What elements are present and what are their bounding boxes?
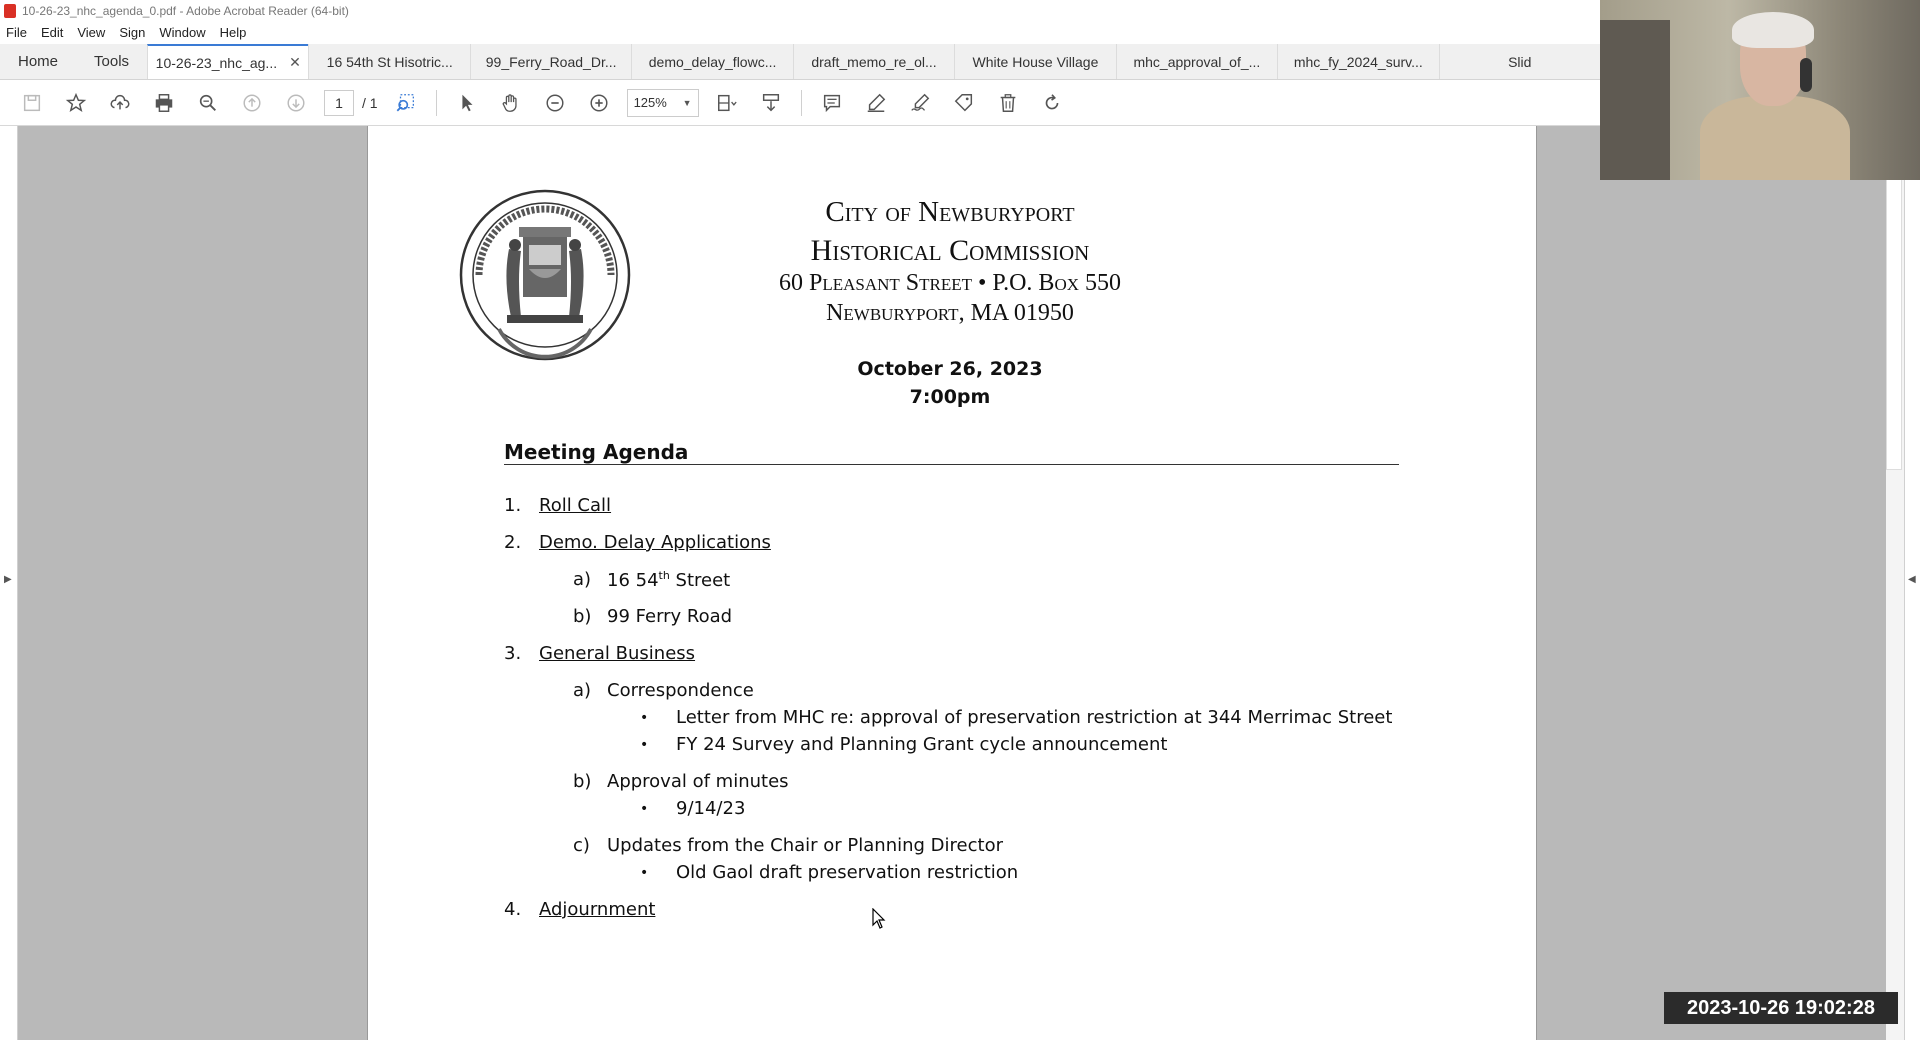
letterhead-city: City of Newburyport	[825, 196, 1075, 228]
doc-tab[interactable]	[793, 44, 954, 79]
sign-icon[interactable]	[898, 83, 942, 123]
marquee-zoom-icon[interactable]	[384, 83, 428, 123]
sub-item-correspondence: Correspondence	[607, 680, 754, 701]
doc-tab-label: mhc_approval_of_...	[1133, 53, 1261, 70]
sub-item-letter: a)	[573, 569, 592, 590]
doc-tab[interactable]	[470, 44, 631, 79]
letterhead-address: 60 Pleasant Street • P.O. Box 550	[779, 270, 1121, 296]
mouse-cursor-icon	[872, 908, 886, 930]
sub-item-99-ferry-road: 99 Ferry Road	[607, 606, 733, 627]
sub-item-letter: b)	[573, 771, 592, 792]
webcam-bookshelf	[1600, 20, 1670, 180]
sub-item-updates: Updates from the Chair or Planning Director	[607, 835, 1003, 856]
zoom-out-icon[interactable]	[533, 83, 577, 123]
toolbar-divider	[801, 90, 802, 116]
agenda-number: 3.	[504, 643, 522, 664]
find-icon[interactable]	[186, 83, 230, 123]
next-page-icon[interactable]	[274, 83, 318, 123]
address-number: 16 54	[607, 570, 659, 591]
heading-rule	[504, 464, 1399, 465]
comment-icon[interactable]	[810, 83, 854, 123]
doc-tab[interactable]	[1277, 44, 1438, 79]
agenda-heading: Meeting Agenda	[504, 440, 689, 464]
tab-bar	[0, 44, 1600, 80]
agenda-item-general-business: General Business	[539, 643, 696, 664]
webcam-person-hair	[1732, 12, 1814, 48]
agenda-item-demo-delay: Demo. Delay Applications	[539, 532, 771, 553]
webcam-person-body	[1700, 96, 1850, 180]
doc-tab-label: 99_Ferry_Road_Dr...	[485, 53, 617, 70]
doc-tab-label: White House Village	[972, 53, 1099, 70]
agenda-number: 2.	[504, 532, 522, 553]
meeting-time: 7:00pm	[909, 386, 991, 408]
meeting-date: October 26, 2023	[857, 358, 1043, 380]
hand-tool-icon[interactable]	[489, 83, 533, 123]
scroll-mode-icon[interactable]	[749, 83, 793, 123]
page-display-icon[interactable]	[705, 83, 749, 123]
headset-icon	[1800, 58, 1812, 92]
video-timestamp: 2023-10-26 19:02:28	[1664, 992, 1898, 1024]
cloud-upload-icon[interactable]	[98, 83, 142, 123]
bullet-point: •	[640, 737, 649, 753]
agenda-number: 4.	[504, 899, 522, 920]
bullet-point: •	[640, 801, 649, 817]
page-navigator	[324, 90, 378, 116]
sub-item-letter: b)	[573, 606, 592, 627]
close-icon[interactable]: ✕	[289, 54, 301, 70]
zoom-level-select[interactable]	[627, 89, 699, 117]
toolbar	[0, 80, 1600, 126]
toolbar-divider	[436, 90, 437, 116]
highlight-pen-icon[interactable]	[854, 83, 898, 123]
chevron-left-icon: ◀	[1908, 574, 1916, 585]
acrobat-icon	[4, 4, 16, 18]
doc-tab-label: draft_memo_re_ol...	[811, 53, 937, 70]
tab-home[interactable]: Home	[18, 53, 59, 70]
chevron-down-icon: ▼	[682, 97, 692, 108]
doc-tab-label: 16 54th St Hisotric...	[326, 53, 453, 70]
letterhead-city-state: Newburyport, MA 01950	[826, 300, 1074, 326]
undo-rotate-icon[interactable]	[1030, 83, 1074, 123]
window-title: 10-26-23_nhc_agenda_0.pdf - Adobe Acrobat Reader (64-bit)	[22, 4, 349, 18]
print-icon[interactable]	[142, 83, 186, 123]
doc-tab-active[interactable]	[147, 44, 308, 79]
doc-tab[interactable]	[308, 44, 469, 79]
doc-tab[interactable]	[1439, 44, 1600, 79]
chevron-right-icon: ▶	[4, 574, 12, 585]
menu-window[interactable]: Window	[159, 24, 206, 40]
webcam-video-overlay	[1600, 0, 1920, 180]
menu-help[interactable]: Help	[219, 24, 247, 40]
delete-icon[interactable]	[986, 83, 1030, 123]
menu-bar	[0, 22, 1600, 42]
menu-edit[interactable]: Edit	[40, 24, 64, 40]
left-panel-toggle[interactable]	[0, 126, 18, 1040]
agenda-item-adjournment: Adjournment	[539, 899, 656, 920]
page-total: / 1	[362, 94, 378, 111]
bullet-old-gaol: Old Gaol draft preservation restriction	[676, 862, 1019, 883]
select-arrow-icon[interactable]	[445, 83, 489, 123]
scrollbar-thumb[interactable]	[1886, 178, 1902, 470]
doc-tab[interactable]	[954, 44, 1115, 79]
city-seal-image	[459, 189, 631, 361]
edit-sign-tag-icon[interactable]	[942, 83, 986, 123]
doc-tab-label: 10-26-23_nhc_ag...	[155, 54, 278, 71]
title-bar	[0, 0, 1600, 22]
bullet-mhc-letter: Letter from MHC re: approval of preservation restriction at 344 Merrimac Street	[676, 707, 1393, 728]
bullet-point: •	[640, 865, 649, 881]
doc-tab-label: mhc_fy_2024_surv...	[1293, 53, 1423, 70]
tab-tools[interactable]: Tools	[94, 53, 130, 70]
menu-sign[interactable]: Sign	[119, 24, 146, 40]
doc-tab-label: Slid	[1508, 53, 1532, 70]
menu-file[interactable]: File	[6, 24, 27, 40]
previous-page-icon[interactable]	[230, 83, 274, 123]
bullet-minutes-date: 9/14/23	[676, 798, 746, 819]
bullet-fy24-grant: FY 24 Survey and Planning Grant cycle announcement	[676, 734, 1168, 755]
bullet-point: •	[640, 710, 649, 726]
agenda-item-roll-call: Roll Call	[539, 495, 612, 516]
doc-tab-label: demo_delay_flowc...	[648, 53, 777, 70]
address-street: Street	[669, 570, 731, 591]
zoom-in-icon[interactable]	[577, 83, 621, 123]
agenda-number: 1.	[504, 495, 522, 516]
sub-item-approval-of-minutes: Approval of minutes	[607, 771, 789, 792]
sub-item-16-54th-street	[607, 569, 730, 591]
doc-tab[interactable]	[631, 44, 792, 79]
menu-view[interactable]: View	[77, 24, 106, 40]
zoom-level-value: 125%	[633, 95, 667, 110]
sub-item-letter: c)	[573, 835, 590, 856]
right-panel-toggle[interactable]	[1904, 126, 1920, 1040]
doc-tab[interactable]	[1116, 44, 1277, 79]
ordinal-suffix: th	[658, 569, 670, 582]
bookmark-star-icon[interactable]	[54, 83, 98, 123]
sub-item-letter: a)	[573, 680, 592, 701]
page-number-input[interactable]: 1	[324, 90, 354, 116]
letterhead-commission: Historical Commission	[810, 234, 1090, 267]
save-icon[interactable]	[10, 83, 54, 123]
